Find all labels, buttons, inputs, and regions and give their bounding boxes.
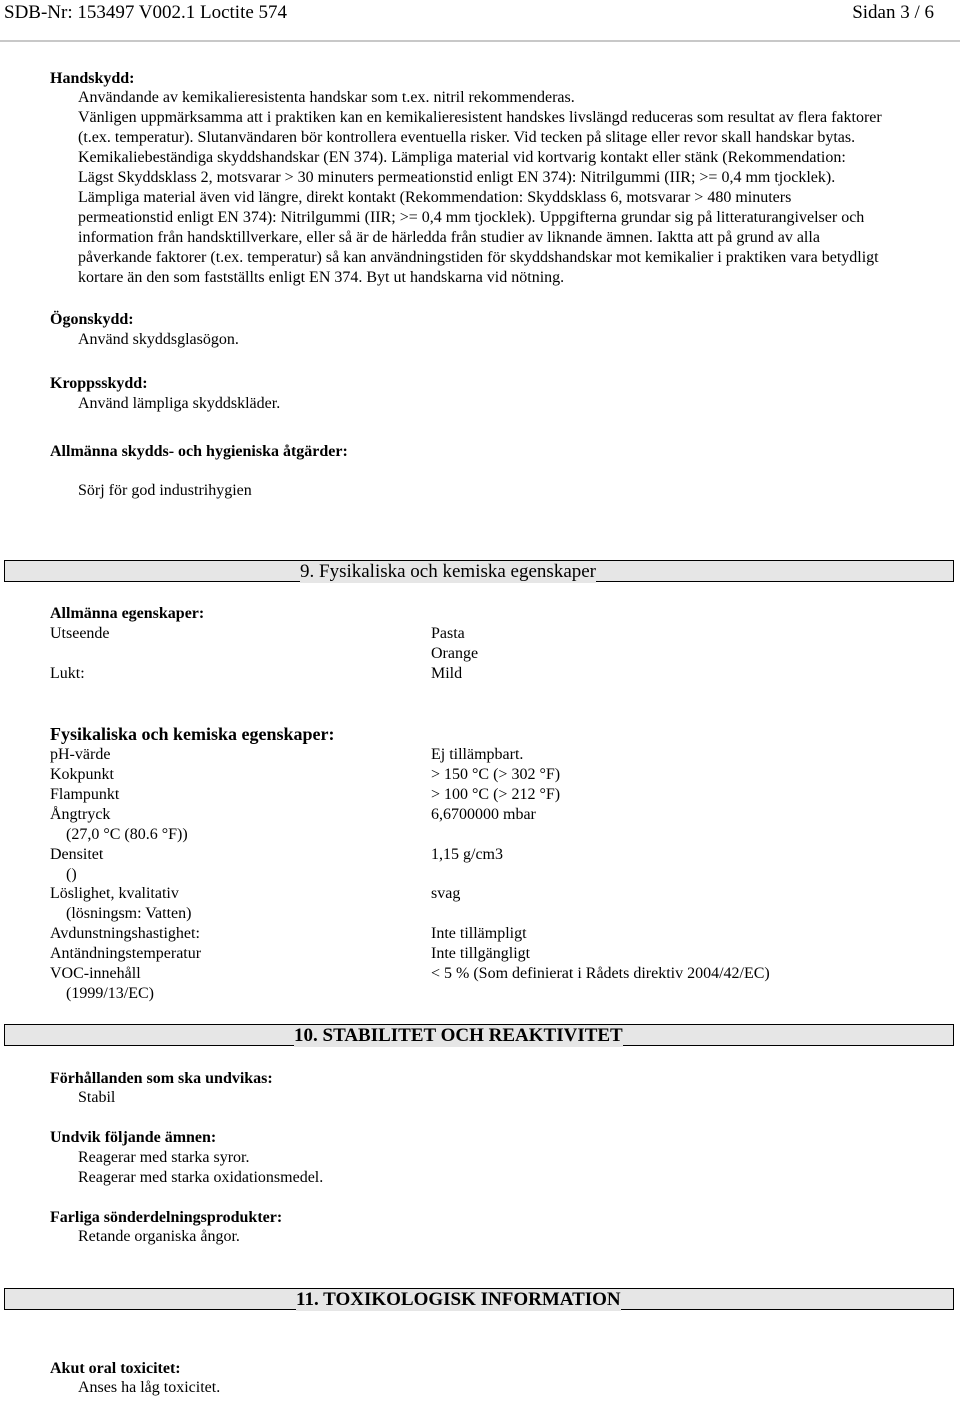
property-label: Antändningstemperatur — [50, 945, 202, 962]
property-value: < 5 % (Som definierat i Rådets direktiv 2004/42/EC) — [431, 965, 770, 982]
property-condition: (27,0 °C (80.6 °F)) — [50, 826, 188, 843]
section-10-title: 10. STABILITET OCH REAKTIVITET — [294, 1025, 623, 1046]
avoid-heading: Undvik följande ämnen: — [50, 1129, 217, 1146]
property-value: > 150 °C (> 302 °F) — [431, 766, 561, 783]
header-divider — [0, 40, 960, 42]
hygiene-heading: Allmänna skydds- och hygieniska åtgärder: — [50, 443, 348, 460]
property-condition: (1999/13/EC) — [50, 985, 154, 1002]
eyes-heading: Ögonskydd: — [50, 311, 134, 328]
gloves-heading: Handskydd: — [50, 70, 135, 87]
gloves-line: Vänligen uppmärksamma att i praktiken kan en kemikalieresistent handskes livslängd reduceras som resultat av flera faktorer — [78, 109, 882, 126]
property-label: pH-värde — [50, 746, 111, 763]
avoid-item: Reagerar med starka oxidationsmedel. — [78, 1169, 324, 1186]
general-properties-heading: Allmänna egenskaper: — [50, 605, 205, 622]
gloves-line: Lämpliga material även vid längre, direkt kontakt (Rekommendation: Skyddsklass 6, motsvarar > 480 minuters — [78, 189, 792, 206]
property-label: VOC-innehåll — [50, 965, 141, 982]
color-value: Orange — [431, 645, 479, 662]
appearance-value: Pasta — [431, 625, 465, 642]
oral-toxicity-heading: Akut oral toxicitet: — [50, 1360, 181, 1377]
property-label: Kokpunkt — [50, 766, 114, 783]
property-label: Avdunstningshastighet: — [50, 925, 200, 942]
body-protection-heading: Kroppsskydd: — [50, 375, 148, 392]
document-header-left: SDB-Nr: 153497 V002.1 Loctite 574 — [4, 2, 288, 23]
hygiene-text: Sörj för god industrihygien — [78, 482, 252, 499]
conditions-text: Stabil — [78, 1089, 116, 1106]
properties-heading: Fysikaliska och kemiska egenskaper: — [50, 724, 335, 744]
property-value: > 100 °C (> 212 °F) — [431, 786, 561, 803]
property-label: Flampunkt — [50, 786, 120, 803]
odor-value: Mild — [431, 665, 463, 682]
gloves-line: kortare än den som fastställts enligt EN 374. Byt ut handskarna vid nötning. — [78, 269, 565, 286]
property-value: svag — [431, 885, 461, 902]
gloves-line: (t.ex. temperatur). Slutanvändaren bör kontrollera eventuella risker. Vid tecken på slitage eller revor skall handskar bytas. — [78, 129, 856, 146]
gloves-line: Lägst Skyddsklass 2, motsvarar > 30 minuters permeationstid enligt EN 374): Nitrilgummi (IIR; >= 0,4 mm tjocklek). — [78, 169, 836, 186]
gloves-line: Användande av kemikalieresistenta handskar som t.ex. nitril rekommenderas. — [78, 89, 575, 106]
page-number: Sidan 3 / 6 — [852, 2, 934, 23]
property-value: 6,6700000 mbar — [431, 806, 536, 823]
property-label: Ångtryck — [50, 806, 111, 823]
property-label: Löslighet, kvalitativ — [50, 885, 179, 902]
section-9-title: 9. Fysikaliska och kemiska egenskaper — [300, 561, 597, 582]
property-label: Densitet — [50, 846, 104, 863]
property-condition: (lösningsm: Vatten) — [50, 905, 192, 922]
property-value: Ej tillämpbart. — [431, 746, 524, 763]
decomposition-heading: Farliga sönderdelningsprodukter: — [50, 1209, 283, 1226]
avoid-item: Reagerar med starka syror. — [78, 1149, 250, 1166]
gloves-paragraph — [78, 88, 948, 288]
appearance-label: Utseende — [50, 625, 110, 642]
body-protection-text: Använd lämpliga skyddskläder. — [78, 395, 281, 412]
property-condition: () — [50, 866, 77, 883]
gloves-line: information från handsktillverkare, eller så är de härledda från studier av liknande ämnen. Iaktta att på grund av alla — [78, 229, 820, 246]
property-value: Inte tillgängligt — [431, 945, 531, 962]
conditions-heading: Förhållanden som ska undvikas: — [50, 1070, 273, 1087]
section-11-title: 11. TOXIKOLOGISK INFORMATION — [296, 1289, 621, 1310]
property-value: 1,15 g/cm3 — [431, 846, 503, 863]
gloves-line: Kemikaliebeständiga skyddshandskar (EN 374). Lämpliga material vid kortvarig kontakt eller stänk (Rekommendation: — [78, 149, 846, 166]
oral-toxicity-text: Anses ha låg toxicitet. — [78, 1379, 221, 1396]
decomposition-text: Retande organiska ångor. — [78, 1228, 240, 1245]
property-value: Inte tillämpligt — [431, 925, 527, 942]
odor-label: Lukt: — [50, 665, 85, 682]
gloves-line: påverkande faktorer (t.ex. temperatur) så kan användningstiden för skyddshandskar mot kemikalier i praktiken vara betydligt — [78, 249, 879, 266]
eyes-text: Använd skyddsglasögon. — [78, 331, 239, 348]
gloves-line: permeationstid enligt EN 374): Nitrilgummi (IIR; >= 0,4 mm tjocklek). Uppgifterna grundar sig på litteraturangivelser och — [78, 209, 865, 226]
